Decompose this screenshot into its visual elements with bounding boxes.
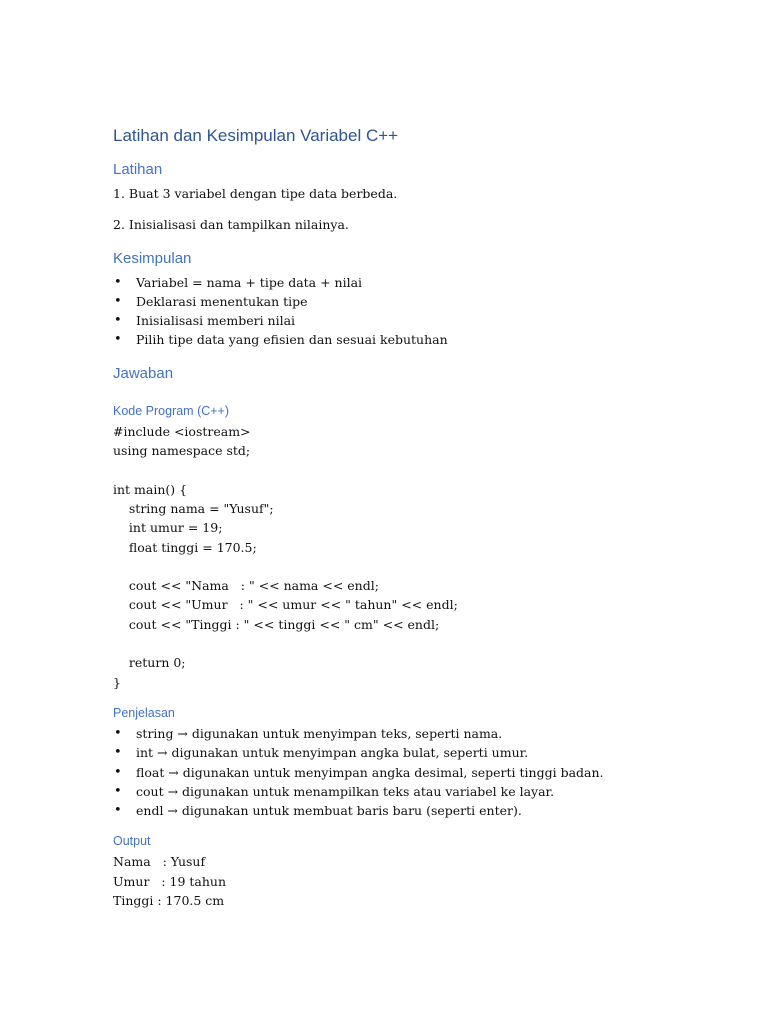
latihan-item-1: 1. Buat 3 variabel dengan tipe data berbeda.	[113, 186, 398, 201]
code-line: string nama = "Yusuf";	[113, 500, 274, 516]
output-line: Umur : 19 tahun	[113, 873, 227, 889]
list-item: • Inisialisasi memberi nilai	[113, 311, 713, 330]
code-line	[113, 557, 713, 576]
code-line: return 0;	[113, 655, 186, 671]
bullet-icon: •	[114, 745, 122, 761]
penjelasan-heading: Penjelasan	[113, 705, 175, 720]
output-line: Nama : Yusuf	[113, 854, 206, 870]
bullet-icon: •	[114, 803, 122, 819]
bullet-icon: •	[114, 313, 122, 329]
output-block	[113, 852, 713, 910]
bullet-icon: •	[114, 274, 122, 290]
bullet-icon: •	[114, 725, 122, 741]
code-line: cout << "Nama : " << nama << endl;	[113, 578, 379, 594]
kesimpulan-heading: Kesimpulan	[113, 249, 192, 267]
list-item: • int → digunakan untuk menyimpan angka bulat, seperti umur.	[113, 743, 713, 762]
code-line: cout << "Tinggi : " << tinggi << " cm" << endl;	[113, 616, 440, 632]
code-line: int umur = 19;	[113, 520, 223, 536]
list-item: • string → digunakan untuk menyimpan teks, seperti nama.	[113, 724, 713, 743]
latihan-item-2: 2. Inisialisasi dan tampilkan nilainya.	[113, 217, 349, 233]
code-line	[113, 460, 713, 479]
list-item: • float → digunakan untuk menyimpan angka desimal, seperti tinggi badan.	[113, 763, 713, 782]
document-title: Latihan dan Kesimpulan Variabel C++	[113, 126, 399, 145]
code-line: cout << "Umur : " << umur << " tahun" << endl;	[113, 597, 458, 613]
bullet-icon: •	[114, 332, 122, 348]
bullet-icon: •	[114, 293, 122, 309]
penjelasan-list	[113, 724, 713, 820]
list-item: • Variabel = nama + tipe data + nilai	[113, 273, 713, 292]
output-line: Tinggi : 170.5 cm	[113, 893, 225, 909]
list-item: • Pilih tipe data yang efisien dan sesuai kebutuhan	[113, 330, 713, 349]
code-line: int main() {	[113, 481, 188, 497]
code-block	[113, 422, 713, 692]
code-line: #include <iostream>	[113, 423, 251, 439]
list-item: • Deklarasi menentukan tipe	[113, 292, 713, 311]
code-line: float tinggi = 170.5;	[113, 539, 257, 555]
bullet-icon: •	[114, 764, 122, 780]
jawaban-heading: Jawaban	[113, 364, 174, 382]
code-line: using namespace std;	[113, 443, 251, 459]
list-item: • endl → digunakan untuk membuat baris baru (seperti enter).	[113, 801, 713, 820]
code-line	[113, 634, 713, 653]
kode-program-heading: Kode Program (C++)	[113, 403, 230, 418]
list-item: • cout → digunakan untuk menampilkan teks atau variabel ke layar.	[113, 782, 713, 801]
code-line: }	[113, 674, 121, 690]
document-page	[113, 124, 713, 910]
output-heading: Output	[113, 834, 151, 849]
bullet-icon: •	[114, 783, 122, 799]
kesimpulan-list	[113, 273, 713, 350]
latihan-heading: Latihan	[113, 161, 163, 178]
